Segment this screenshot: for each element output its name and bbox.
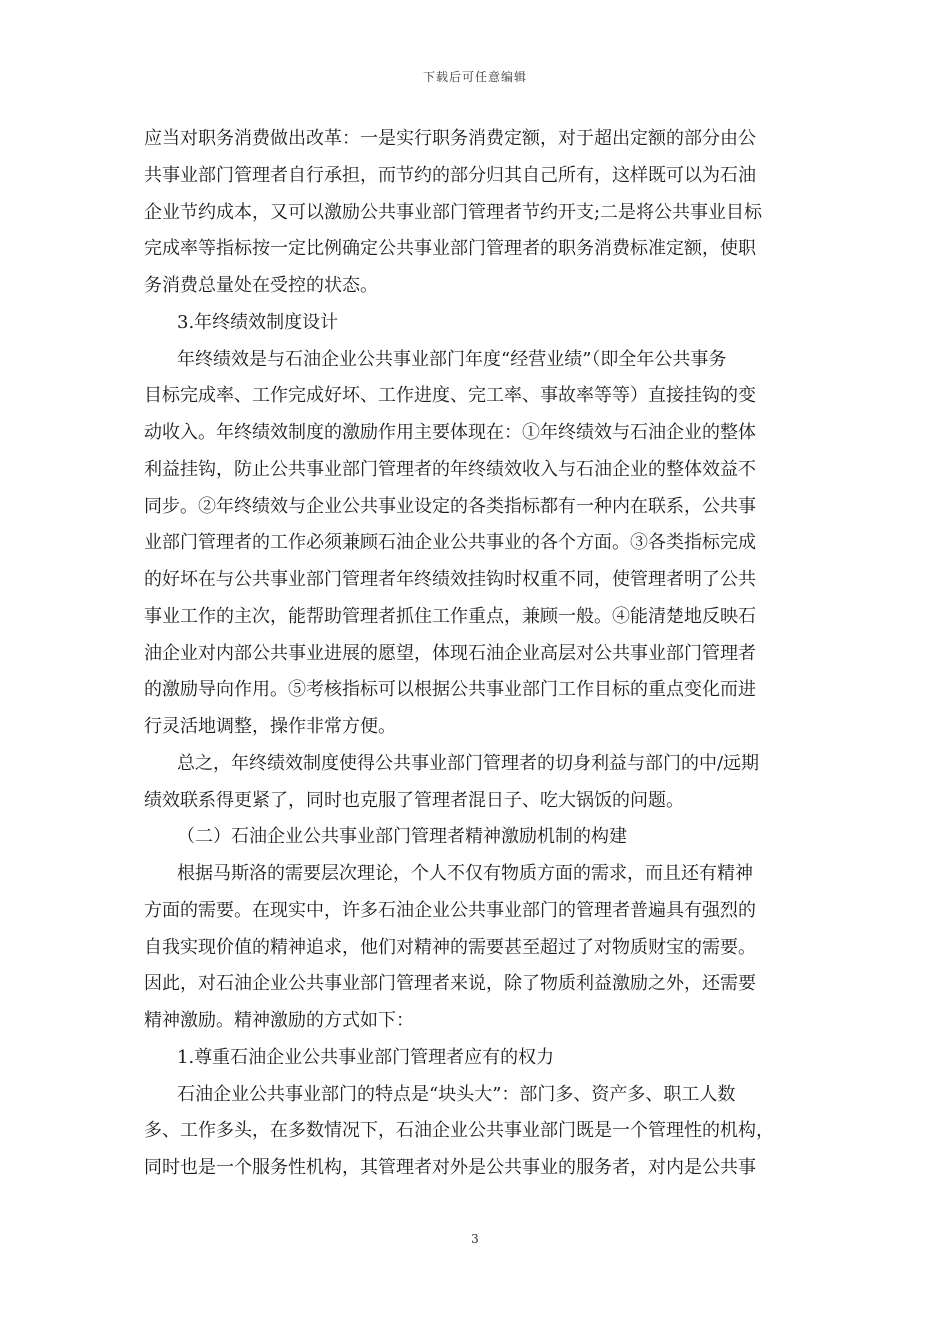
body-line: 完成率等指标按一定比例确定公共事业部门管理者的职务消费标准定额，使职: [144, 238, 756, 260]
page-header: 下载后可任意编辑: [422, 70, 527, 84]
body-line: 自我实现价值的精神追求，他们对精神的需要甚至超过了对物质财宝的需要。: [144, 936, 756, 958]
body-line: 业部门管理者的工作必须兼顾石油企业公共事业的各个方面。③各类指标完成: [144, 532, 756, 554]
body-line: 因此，对石油企业公共事业部门管理者来说，除了物质利益激励之外，还需要: [144, 973, 756, 995]
body-line: 企业节约成本，又可以激励公共事业部门管理者节约开支;二是将公共事业目标: [144, 201, 763, 223]
document-body: [144, 121, 806, 1187]
section-heading: 1.尊重石油企业公共事业部门管理者应有的权力: [177, 1046, 555, 1068]
section-heading: （二）石油企业公共事业部门管理者精神激励机制的构建: [177, 826, 627, 848]
body-line: 事业工作的主次，能帮助管理者抓住工作重点，兼顾一般。④能清楚地反映石: [144, 605, 756, 627]
paragraph-first-line: 根据马斯洛的需要层次理论，个人不仅有物质方面的需求，而且还有精神: [177, 863, 753, 884]
paragraph-first-line: 石油企业公共事业部门的特点是“块头大”：部门多、资产多、职工人数: [177, 1083, 736, 1105]
paragraph-first-line: 年终绩效是与石油企业公共事业部门年度“经营业绩”（即全年公共事务: [177, 348, 727, 370]
body-line: 务消费总量处在受控的状态。: [144, 275, 378, 296]
body-line: 绩效联系得更紧了，同时也克服了管理者混日子、吃大锅饭的问题。: [144, 789, 684, 811]
body-line: 的激励导向作用。⑤考核指标可以根据公共事业部门工作目标的重点变化而进: [144, 679, 756, 701]
page-number: 3: [471, 1232, 479, 1246]
body-line: 利益挂钩，防止公共事业部门管理者的年终绩效收入与石油企业的整体效益不: [144, 458, 756, 480]
body-line: 多、工作多头，在多数情况下，石油企业公共事业部门既是一个管理性的机构，: [144, 1120, 774, 1142]
body-line: 方面的需要。在现实中，许多石油企业公共事业部门的管理者普遍具有强烈的: [144, 899, 756, 921]
body-line: 精神激励。精神激励的方式如下：: [144, 1010, 414, 1031]
body-line: 共事业部门管理者自行承担，而节约的部分归其自己所有，这样既可以为石油: [144, 164, 756, 186]
body-line: 同步。②年终绩效与企业公共事业设定的各类指标都有一种内在联系，公共事: [144, 495, 756, 517]
body-line: 油企业对内部公共事业进展的愿望，体现石油企业高层对公共事业部门管理者: [144, 642, 756, 664]
body-line: 行灵活地调整，操作非常方便。: [144, 716, 396, 737]
body-line: 动收入。年终绩效制度的激励作用主要体现在：①年终绩效与石油企业的整体: [144, 422, 756, 443]
body-line: 目标完成率、工作完成好坏、工作进度、完工率、事故率等等）直接挂钩的变: [144, 385, 756, 407]
body-line: 的好坏在与公共事业部门管理者年终绩效挂钩时权重不同，使管理者明了公共: [144, 569, 756, 590]
body-line: 应当对职务消费做出改革：一是实行职务消费定额，对于超出定额的部分由公: [144, 128, 756, 149]
section-heading: 3.年终绩效制度设计: [177, 311, 339, 333]
paragraph-first-line: 总之，年终绩效制度使得公共事业部门管理者的切身利益与部门的中/远期: [177, 752, 760, 774]
body-line: 同时也是一个服务性机构，其管理者对外是公共事业的服务者，对内是公共事: [144, 1157, 756, 1178]
